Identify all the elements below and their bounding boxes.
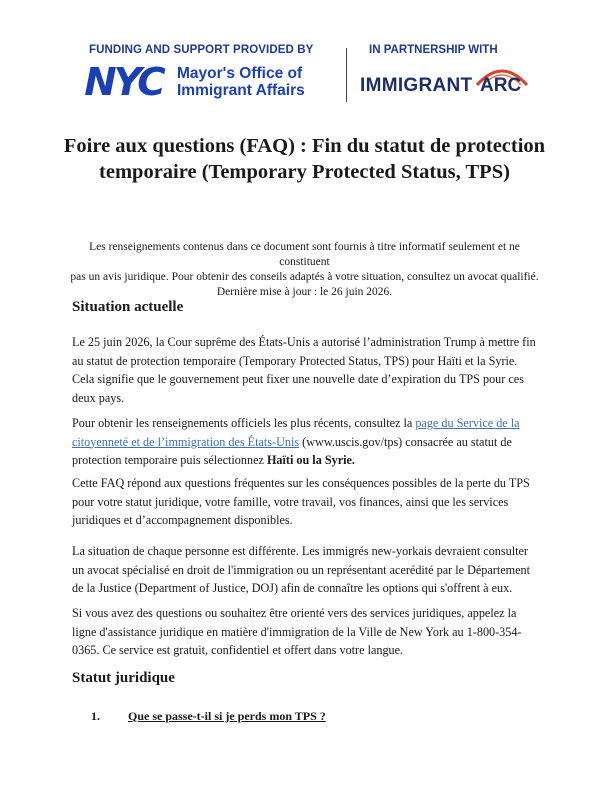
funding-label: FUNDING AND SUPPORT PROVIDED BY [89, 44, 314, 56]
disclaimer-line-2: pas un avis juridique. Pour obtenir des conseils adaptés à votre situation, consultez un avocat qualifié. [70, 271, 539, 283]
nyc-logo: NYC [84, 60, 163, 104]
page-title: Foire aux questions (FAQ) : Fin du statut de protection temporaire (Temporary Protected Status, TPS) [63, 135, 546, 183]
question-number: 1. [91, 709, 100, 723]
disclaimer [68, 240, 541, 300]
paragraph-official-info [72, 414, 542, 470]
paragraph-official-info-countries: Haïti ou la Syrie. [266, 453, 355, 467]
immigrant-arc-logo [360, 69, 530, 105]
question-item-1 [91, 709, 326, 724]
uscis-page-link[interactable]: page du Service de la citoyenneté et de l’immigration des États-Unis [72, 416, 520, 449]
moia-line-1: Mayor's Office of [177, 65, 303, 82]
paragraph-faq-purpose: Cette FAQ répond aux questions fréquentes sur les conséquences possibles de la perte du TPS pour votre statut juridique, votre famille, votre travail, vos finances, ainsi que les services juridiques et d’accompagnement disponibles. [72, 476, 530, 527]
section-heading-current-situation: Situation actuelle [72, 299, 184, 315]
immigrant-arc-word-2: ARC [480, 75, 522, 96]
paragraph-consult-lawyer: La situation de chaque personne est différente. Les immigrés new-yorkais devraient consulter un avocat spécialisé en droit de l'immigration ou un représentant acerédité par le Département de la Justice (Department of Justice, DOJ) afin de connaître les options qui s'offrent à eux. [72, 544, 531, 595]
moia-name [177, 65, 305, 99]
question-text[interactable]: Que se passe-t-il si je perds mon TPS ? [128, 709, 326, 723]
disclaimer-line-1: Les renseignements contenus dans ce document sont fournis à titre informatif seulement et ne constituent [89, 241, 520, 268]
paragraph-official-info-lead: Pour obtenir les renseignements officiels les plus récents, consultez la [72, 416, 416, 430]
page-header [85, 40, 525, 108]
moia-line-2: Immigrant Affairs [177, 82, 305, 99]
section-heading-legal-status: Statut juridique [72, 670, 175, 686]
header-divider [346, 48, 347, 102]
paragraph-official-info-middle: (www.uscis.gov/tps) consacrée au statut de protection temporaire puis sélectionnez [72, 434, 512, 467]
paragraph-court-decision: Le 25 juin 2026, la Cour suprême des États-Unis a autorisé l’administration Trump à mettre fin au statut de protection temporaire (Temporary Protected Status, TPS) pour Haïti et la Syrie. Cela signifie que le gouvernement peut fixer une nouvelle date d’expiration du TPS pour ces deux pays. [72, 335, 536, 405]
immigrant-arc-word-1: IMMIGRANT [360, 75, 473, 96]
paragraph-helpline: Si vous avez des questions ou souhaitez être orienté vers des services juridiques, appelez la ligne d'assistance juridique en matière d'immigration de la Ville de New York au 1-800-354-0365. Ce service est gratuit, confidentiel et offert dans votre langue. [72, 606, 522, 657]
disclaimer-line-3: Dernière mise à jour : le 26 juin 2026. [216, 286, 393, 298]
partner-label: IN PARTNERSHIP WITH [369, 44, 498, 56]
